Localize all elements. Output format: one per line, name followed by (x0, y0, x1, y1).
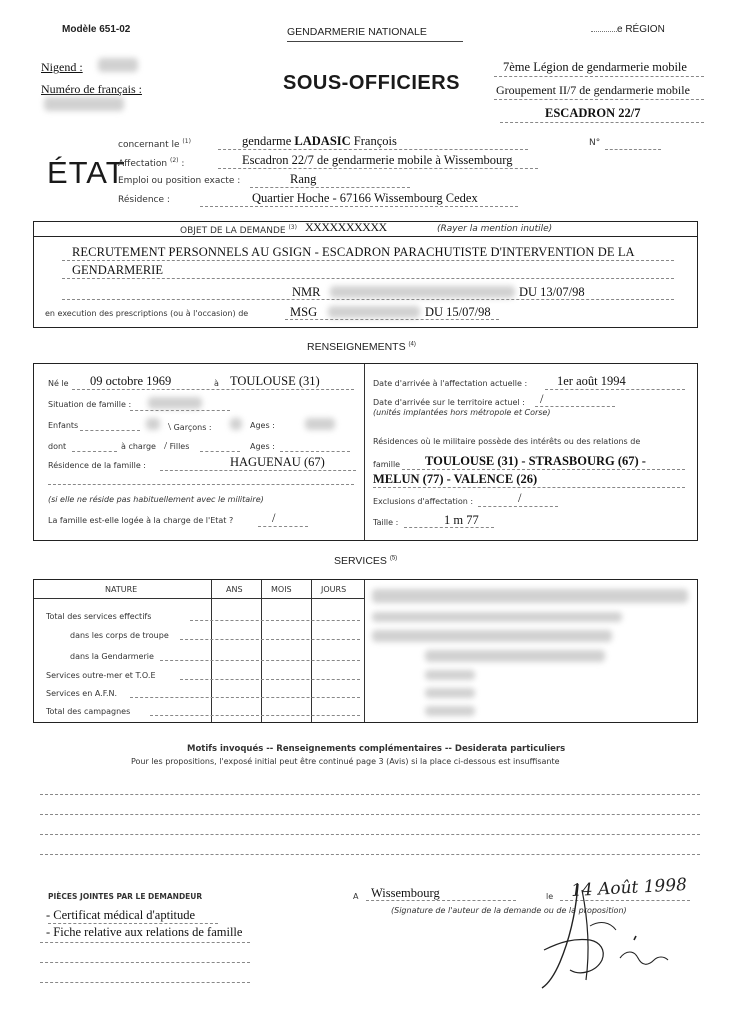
region-blank (591, 31, 617, 32)
residences-interets-label: Résidences où le militaire possède des intérêts ou des relations de (373, 437, 641, 446)
date-territoire-value: / (540, 392, 544, 406)
dont-label: dont (48, 442, 67, 451)
objet-line2: GENDARMERIE (72, 263, 163, 277)
region-field (591, 24, 665, 35)
number-label: N° (589, 138, 601, 148)
objet-sup: (3) (288, 224, 297, 231)
pieces-title: PIÈCES JOINTES PAR LE DEMANDEUR (48, 892, 203, 901)
services-right-redacted-1 (372, 589, 688, 603)
residences-rule2 (373, 487, 685, 488)
situation-rule (130, 410, 230, 411)
services-rule-2 (180, 639, 360, 640)
nmr-redacted (330, 286, 515, 298)
unites-note: (unités implantées hors métropole et Corse) (373, 408, 551, 417)
emploi-value: Rang (290, 172, 317, 186)
place-rule (366, 900, 516, 901)
filles-slash: / (164, 440, 168, 452)
date-territoire-label: Date d'arrivée sur le territoire actuel : (373, 398, 525, 407)
services-row-campagnes: Total des campagnes (46, 707, 131, 716)
taille-label: Taille : (373, 518, 399, 527)
services-row-gendarmerie: dans la Gendarmerie (70, 652, 154, 661)
services-sup: (5) (389, 555, 398, 562)
msg-label: MSG (290, 305, 318, 319)
concernant-field (118, 138, 191, 150)
escadron-line (500, 122, 704, 123)
ages1-redacted (305, 418, 335, 430)
concernant-sup: (1) (182, 138, 191, 145)
motifs-line-1 (40, 794, 700, 795)
residence-famille-rule (160, 470, 356, 471)
taille-rule (404, 527, 494, 528)
org-underline (287, 41, 463, 42)
exclusions-value: / (518, 491, 522, 505)
birth-date: 09 octobre 1969 (90, 374, 172, 388)
objet-line1: RECRUTEMENT PERSONNELS AU GSIGN - ESCADRON PARACHUTISTE D'INTERVENTION DE LA (72, 245, 635, 259)
piece-1: - Certificat médical d'aptitude (46, 908, 196, 922)
emploi-line (250, 187, 410, 188)
logee-rule (258, 526, 308, 527)
page-title: SOUS-OFFICIERS (283, 72, 461, 94)
surname: LADASIC (294, 134, 351, 148)
residences-value2: MELUN (77) - VALENCE (26) (373, 472, 538, 486)
services-row-total: Total des services effectifs (46, 612, 152, 621)
services-rule-1 (190, 620, 360, 621)
pieces-rule-4 (40, 982, 250, 983)
residence-value: Quartier Hoche - 67166 Wissembourg Cedex (252, 191, 478, 205)
header-ans: ANS (226, 585, 243, 594)
nmr-rule (62, 299, 674, 300)
services-rule-5 (130, 697, 360, 698)
services-rule-6 (150, 715, 360, 716)
objet-label-text: OBJET DE LA DEMANDE (180, 226, 286, 236)
exclusions-label: Exclusions d'affectation : (373, 497, 474, 506)
signature-caption: (Signature de l'auteur de la demande ou de la proposition) (391, 906, 627, 915)
region-label: e RÉGION (617, 24, 665, 35)
numero-redacted (44, 97, 124, 111)
exclusions-rule (478, 506, 558, 507)
renseignements-divider (364, 364, 365, 540)
services-rule-3 (160, 660, 360, 661)
logee-value: / (272, 511, 276, 525)
renseignements-title-text: RENSEIGNEMENTS (307, 341, 406, 353)
org-name: GENDARMERIE NATIONALE (287, 26, 427, 38)
dont-rule (72, 451, 117, 452)
enfants-rule (80, 430, 140, 431)
birth-a-label: à (214, 379, 219, 388)
residence-famille-label: Résidence de la famille : (48, 461, 146, 470)
situation-label: Situation de famille : (48, 400, 132, 409)
objet-line2-rule (62, 278, 674, 279)
legion: 7ème Légion de gendarmerie mobile (503, 60, 687, 74)
place-value: Wissembourg (371, 886, 440, 900)
motifs-line-4 (40, 854, 700, 855)
affectation-colon: : (181, 159, 185, 169)
groupement-line (494, 99, 704, 100)
objet-struck: XXXXXXXXXX (305, 220, 387, 234)
services-right-redacted-7 (425, 706, 475, 716)
objet-line1-rule (62, 260, 674, 261)
emploi-label: Emploi ou position exacte : (118, 176, 241, 186)
residences-rule1 (402, 469, 685, 470)
objet-rayer: (Rayer la mention inutile) (437, 224, 553, 234)
objet-label (180, 224, 297, 236)
msg-redacted (328, 306, 420, 318)
si-elle-note: (si elle ne réside pas habituellement avec le militaire) (48, 495, 264, 504)
services-right-redacted-4 (425, 650, 605, 662)
a-charge-label: à charge (121, 442, 156, 451)
taille-value: 1 m 77 (444, 513, 479, 527)
legion-line (494, 76, 704, 77)
residence-label: Résidence : (118, 195, 170, 205)
nmr-label: NMR (292, 285, 321, 299)
nigend-label: Nigend : (41, 60, 83, 74)
services-col-right (364, 580, 365, 722)
residence-famille-rule2 (48, 484, 354, 485)
services-right-redacted-2 (372, 612, 622, 622)
affectation-label: Affectation (118, 159, 168, 169)
date-arrivee-label: Date d'arrivée à l'affectation actuelle : (373, 379, 528, 388)
signature-mark (530, 880, 680, 990)
services-header-rule (34, 598, 365, 599)
msg-date: DU 15/07/98 (425, 305, 491, 319)
nmr-date: DU 13/07/98 (519, 285, 585, 299)
piece-1-rule (48, 923, 218, 924)
motifs-line-2 (40, 814, 700, 815)
filles-text: Filles (169, 442, 190, 451)
residence-line (200, 206, 518, 207)
affectation-field (118, 157, 184, 169)
ne-le-label: Né le (48, 379, 69, 388)
date-handwritten: 14 Août 1998 (570, 874, 688, 902)
nigend-redacted (98, 58, 138, 72)
famille-label: famille (373, 460, 401, 469)
model-number: Modèle 651-02 (62, 24, 131, 35)
renseignements-sup: (4) (408, 341, 416, 348)
header-jours: JOURS (321, 585, 347, 594)
escadron: ESCADRON 22/7 (545, 106, 641, 120)
enfants-label: Enfants (48, 421, 79, 430)
ages2-label: Ages : (250, 442, 275, 451)
garcons-bracket: \ (168, 421, 172, 433)
services-col-mois (261, 580, 262, 722)
birth-rule (72, 389, 354, 390)
piece-2: - Fiche relative aux relations de famille (46, 925, 243, 939)
services-col-jours (311, 580, 312, 722)
garcons-label (168, 421, 212, 433)
services-title-text: SERVICES (334, 555, 387, 567)
motifs-line-3 (40, 834, 700, 835)
birth-place: TOULOUSE (31) (230, 374, 320, 388)
motifs-subtitle: Pour les propositions, l'exposé initial peut être continué page 3 (Avis) si la place ci-dessous est insuffisante (131, 757, 560, 766)
services-rule-4 (180, 679, 360, 680)
pieces-rule-3 (40, 962, 250, 963)
residence-famille-value: HAGUENAU (67) (230, 455, 325, 469)
situation-redacted (148, 397, 202, 409)
services-row-corps: dans les corps de troupe (70, 631, 169, 640)
date-le-label: le (546, 892, 554, 901)
piece-2-rule (40, 942, 250, 943)
number-line (605, 149, 661, 150)
services-row-afn: Services en A.F.N. (46, 689, 118, 698)
motifs-title: Motifs invoqués -- Renseignements complémentaires -- Desiderata particuliers (187, 744, 566, 754)
objet-header-divider (34, 236, 698, 237)
date-arrivee-rule (545, 389, 685, 390)
concernant-label: concernant le (118, 140, 180, 150)
date-territoire-rule (535, 406, 615, 407)
garcons-text: Garçons : (173, 423, 212, 432)
services-title (334, 555, 397, 567)
enfants-redacted (146, 418, 160, 430)
services-right-redacted-3 (372, 630, 612, 642)
ages1-label: Ages : (250, 421, 275, 430)
execution-label: en execution des prescriptions (ou à l'occasion) de (45, 309, 249, 318)
affectation-value: Escadron 22/7 de gendarmerie mobile à Wissembourg (242, 153, 513, 167)
renseignements-title (307, 341, 416, 353)
groupement: Groupement II/7 de gendarmerie mobile (496, 83, 690, 97)
services-col-ans (211, 580, 212, 722)
affectation-line (218, 168, 538, 169)
services-right-redacted-6 (425, 688, 475, 698)
residences-value1: TOULOUSE (31) - STRASBOURG (67) - (425, 454, 646, 468)
ages2-rule (280, 451, 350, 452)
rank: gendarme (242, 134, 292, 148)
logee-label: La famille est-elle logée à la charge de l'Etat ? (48, 516, 234, 525)
numero-label: Numéro de français : (41, 82, 142, 96)
affectation-sup: (2) (170, 157, 179, 164)
etat-heading: ÉTAT (47, 155, 126, 190)
filles-rule (200, 451, 240, 452)
first-name: François (353, 134, 397, 148)
services-row-outremer: Services outre-mer et T.O.E (46, 671, 156, 680)
concernant-line (218, 149, 528, 150)
services-right-redacted-5 (425, 670, 475, 680)
concernant-value (242, 134, 397, 149)
place-a-label: A (353, 892, 359, 901)
garcons-redacted (230, 418, 242, 430)
date-arrivee-value: 1er août 1994 (557, 374, 626, 388)
filles-label (164, 440, 189, 452)
header-nature: NATURE (105, 585, 138, 594)
msg-rule (285, 319, 499, 320)
header-mois: MOIS (271, 585, 292, 594)
